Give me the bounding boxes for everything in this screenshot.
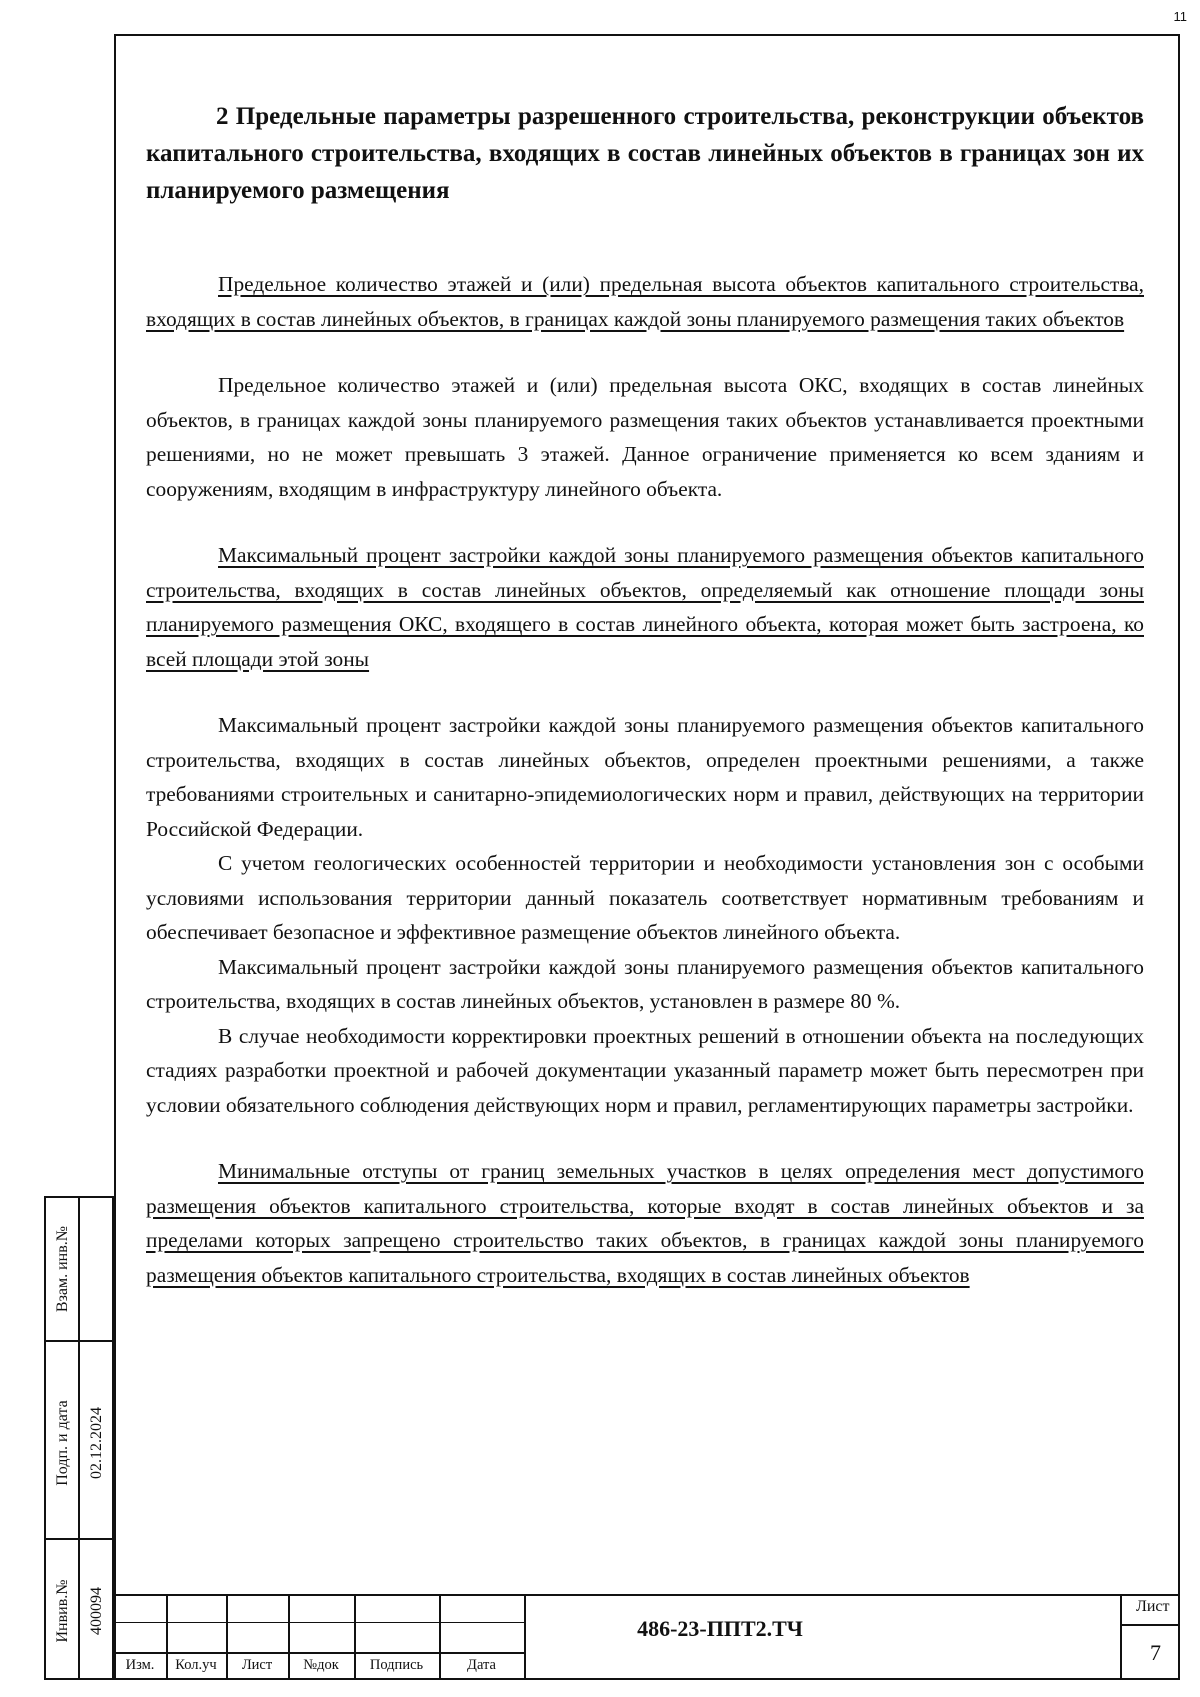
hdr-podpis: Подпись xyxy=(369,1657,424,1673)
sheet-label: Лист xyxy=(1136,1598,1170,1615)
paragraph: Максимальный процент застройки каждой зоны планируемого размещения объектов капитального строительства, входящих в состав линейных объектов, определен проектными решениями, а также требованиями строительных и санитарно-эпидемиологических норм и правил, действующих на территории Российской Федерации. xyxy=(146,713,1144,841)
podp-label: Подп. и дата xyxy=(54,1400,71,1486)
hdr-list: Лист xyxy=(241,1657,273,1673)
sheet-number: 7 xyxy=(1150,1640,1161,1665)
inv-number: 400094 xyxy=(88,1587,105,1635)
paragraph: Предельное количество этажей и (или) предельная высота ОКС, входящих в состав линейных объектов, в границах каждой зоны планируемого размещения таких объектов устанавливается проектными решениями, но не может превышать 3 этажей. Данное ограничение применяется ко всем зданиям и сооружениям, входящим в инфраструктуру линейного объекта. xyxy=(146,373,1144,501)
podp-date: 02.12.2024 xyxy=(88,1407,105,1479)
page-number: 11 xyxy=(1173,9,1187,24)
subsection-title-setbacks: Минимальные отступы от границ земельных участков в целях определения мест допустимого размещения объектов капитального строительства, которые входят в состав линейных объектов и за пределами которых запрещено строительство таких объектов, в границах каждой зоны планируемого размещения объектов капитального строительства, входящих в состав линейных объектов xyxy=(146,1159,1144,1287)
side-stamp-vzam xyxy=(44,1196,114,1342)
paragraph: В случае необходимости корректировки проектных решений в отношении объекта на последующих стадиях разработки проектной и рабочей документации указанный параметр может быть пересмотрен при условии обязательного соблюдения действующих норм и правил, регламентирующих параметры застройки. xyxy=(146,1023,1144,1117)
subsection-title-coverage: Максимальный процент застройки каждой зоны планируемого размещения объектов капитального строительства, входящих в состав линейных объектов, определяемый как отношение площади зоны планируемого размещения ОКС, входящего в состав линейного объекта, которая может быть застроена, ко всей площади этой зоны xyxy=(146,543,1144,671)
inv-label: Инвив.№ xyxy=(54,1579,71,1643)
hdr-data: Дата xyxy=(467,1657,496,1673)
paragraph: С учетом геологических особенностей территории и необходимости установления зон с особыми условиями использования территории данный показатель соответствует нормативным требованиям и обеспечивает безопасное и эффективное размещение объектов линейного объекта. xyxy=(146,851,1144,944)
document-code: 486-23-ППТ2.ТЧ xyxy=(637,1616,803,1641)
hdr-n-dok: №док xyxy=(303,1657,339,1673)
side-stamp-inv xyxy=(44,1538,114,1680)
hdr-kol-uch: Кол.уч xyxy=(175,1657,217,1673)
vzam-label: Взам. инв.№ xyxy=(54,1225,71,1313)
subsection-title-floors: Предельное количество этажей и (или) предельная высота объектов капитального строительства, входящих в состав линейных объектов, в границах каждой зоны планируемого размещения таких объектов xyxy=(146,272,1144,331)
paragraph: Максимальный процент застройки каждой зоны планируемого размещения объектов капитального строительства, входящих в состав линейных объектов, установлен в размере 80 %. xyxy=(146,954,1144,1013)
hdr-izm: Изм. xyxy=(125,1657,155,1673)
section-heading: 2 Предельные параметры разрешенного строительства, реконструкции объектов капитального строительства, входящих в состав линейных объектов в границах зон их планируемого размещения xyxy=(146,103,1144,204)
side-stamp-podp xyxy=(44,1340,114,1540)
document-body xyxy=(146,98,1144,1292)
title-block xyxy=(114,1594,1180,1680)
